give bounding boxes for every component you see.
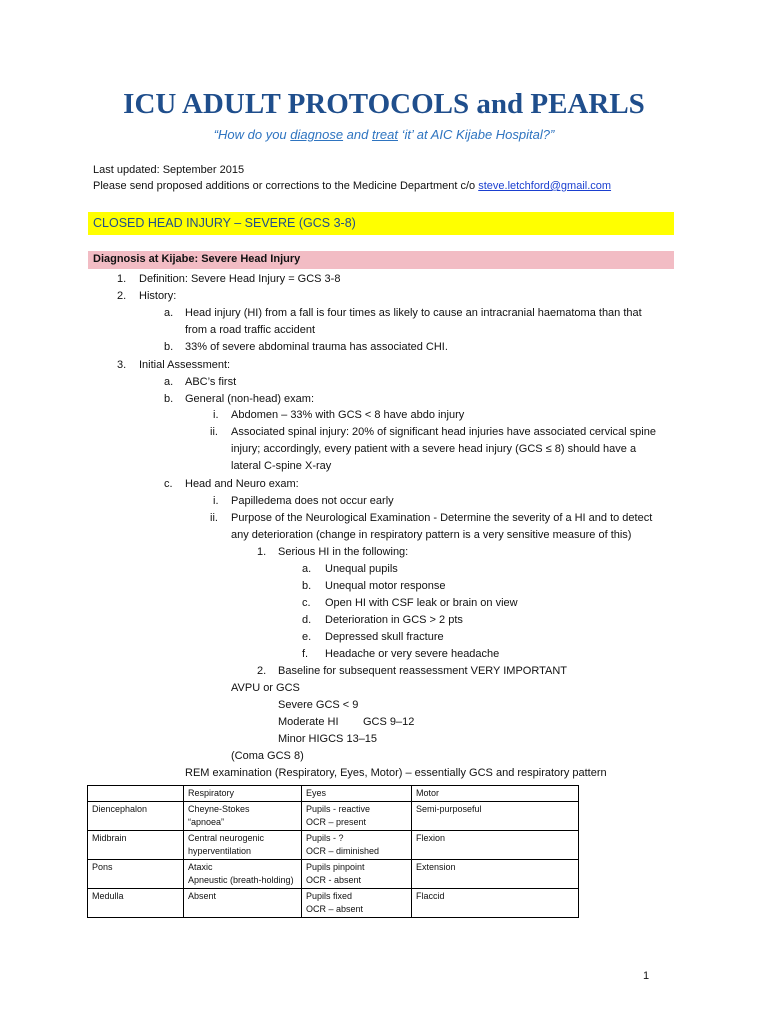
list-item: (Coma GCS 8): [231, 750, 304, 762]
list-item: Serious HI in the following:: [278, 546, 409, 558]
list-item: any deterioration (change in respiratory pattern is a very sensitive measure of this): [231, 529, 632, 541]
table-row: [88, 889, 579, 918]
list-item: General (non-head) exam:: [185, 393, 315, 405]
table-header-cell: [88, 786, 184, 802]
table-row: [88, 860, 579, 889]
list-item: Severe GCS < 9: [278, 699, 359, 711]
rem-table: [87, 785, 579, 918]
list-item: Moderate HI GCS 9–12: [278, 716, 415, 728]
list-marker: 2.: [117, 290, 127, 302]
table-cell: Central neurogenic hyperventilation: [184, 831, 302, 860]
list-item: 33% of severe abdominal trauma has associated CHI.: [185, 341, 448, 353]
table-cell: Flexion: [412, 831, 579, 860]
table-cell: Midbrain: [88, 831, 184, 860]
list-item: lateral C-spine X-ray: [231, 460, 332, 472]
list-item: ABC’s first: [185, 376, 237, 388]
contact-line: Please send proposed additions or corrections to the Medicine Department c/o steve.letchford@gmail.com: [93, 180, 612, 192]
list-marker: b.: [164, 393, 174, 405]
list-item: Open HI with CSF leak or brain on view: [325, 597, 518, 609]
list-item: REM examination (Respiratory, Eyes, Motor) – essentially GCS and respiratory pattern: [185, 767, 607, 779]
list-item: Initial Assessment:: [139, 359, 231, 371]
list-item: Definition: Severe Head Injury = GCS 3-8: [139, 273, 341, 285]
table-cell: Semi-purposeful: [412, 802, 579, 831]
list-marker: e.: [302, 631, 312, 643]
list-marker: c.: [164, 478, 173, 490]
list-marker: 1.: [117, 273, 127, 285]
list-marker: f.: [302, 648, 309, 660]
section-title: CLOSED HEAD INJURY – SEVERE (GCS 3-8): [93, 216, 356, 230]
table-cell: Diencephalon: [88, 802, 184, 831]
table-cell: Absent: [184, 889, 302, 918]
list-marker: b.: [302, 580, 312, 592]
email-link[interactable]: steve.letchford@gmail.com: [478, 180, 612, 192]
table-cell: Extension: [412, 860, 579, 889]
list-item: Deterioration in GCS > 2 pts: [325, 614, 463, 626]
table-cell: Pupils fixed OCR – absent: [302, 889, 412, 918]
list-item: Purpose of the Neurological Examination - Determine the severity of a HI and to detect: [231, 512, 653, 524]
table-header-cell: Respiratory: [184, 786, 302, 802]
list-item: Unequal motor response: [325, 580, 446, 592]
list-item: History:: [139, 290, 177, 302]
list-marker: d.: [302, 614, 312, 626]
table-cell: Cheyne-Stokes “apnoea”: [184, 802, 302, 831]
list-item: Minor HIGCS 13–15: [278, 733, 378, 745]
list-item: Depressed skull fracture: [325, 631, 444, 643]
table-header-cell: Motor: [412, 786, 579, 802]
table-header-row: [88, 786, 579, 802]
table-cell: Flaccid: [412, 889, 579, 918]
list-item: Unequal pupils: [325, 563, 398, 575]
list-marker: 3.: [117, 359, 127, 371]
list-marker: 2.: [257, 665, 267, 677]
list-marker: b.: [164, 341, 174, 353]
list-marker: i.: [213, 495, 219, 507]
table-cell: Pupils pinpoint OCR - absent: [302, 860, 412, 889]
list-marker: a.: [302, 563, 312, 575]
document-title: ICU ADULT PROTOCOLS and PEARLS: [123, 88, 645, 120]
list-item: Head and Neuro exam:: [185, 478, 299, 490]
list-marker: 1.: [257, 546, 267, 558]
list-item: Head injury (HI) from a fall is four times as likely to cause an intracranial haematoma than that: [185, 307, 642, 319]
list-item: Papilledema does not occur early: [231, 495, 394, 507]
list-marker: ii.: [210, 426, 218, 438]
table-header-cell: Eyes: [302, 786, 412, 802]
table-row: [88, 802, 579, 831]
list-marker: a.: [164, 376, 174, 388]
table-row: [88, 831, 579, 860]
document-subtitle: “How do you diagnose and treat ‘it’ at AIC Kijabe Hospital?”: [213, 127, 555, 142]
last-updated: Last updated: September 2015: [93, 164, 245, 176]
list-item: Associated spinal injury: 20% of significant head injuries have associated cervical spine: [231, 426, 656, 438]
list-item: AVPU or GCS: [231, 682, 300, 694]
table-cell: Medulla: [88, 889, 184, 918]
list-item: injury; accordingly, every patient with a severe head injury (GCS ≤ 8) should have a: [231, 443, 637, 455]
list-marker: a.: [164, 307, 174, 319]
list-item: from a road traffic accident: [185, 324, 316, 336]
list-marker: i.: [213, 409, 219, 421]
list-marker: c.: [302, 597, 311, 609]
list-item: Abdomen – 33% with GCS < 8 have abdo injury: [231, 409, 465, 421]
page-number: 1: [643, 970, 650, 982]
table-cell: Pupils - reactive OCR – present: [302, 802, 412, 831]
list-item: Headache or very severe headache: [325, 648, 500, 660]
table-cell: Pupils - ? OCR – diminished: [302, 831, 412, 860]
list-item: Baseline for subsequent reassessment VERY IMPORTANT: [278, 665, 567, 677]
table-cell: Pons: [88, 860, 184, 889]
table-cell: Ataxic Apneustic (breath-holding): [184, 860, 302, 889]
list-marker: ii.: [210, 512, 218, 524]
subsection-title: Diagnosis at Kijabe: Severe Head Injury: [93, 253, 301, 265]
